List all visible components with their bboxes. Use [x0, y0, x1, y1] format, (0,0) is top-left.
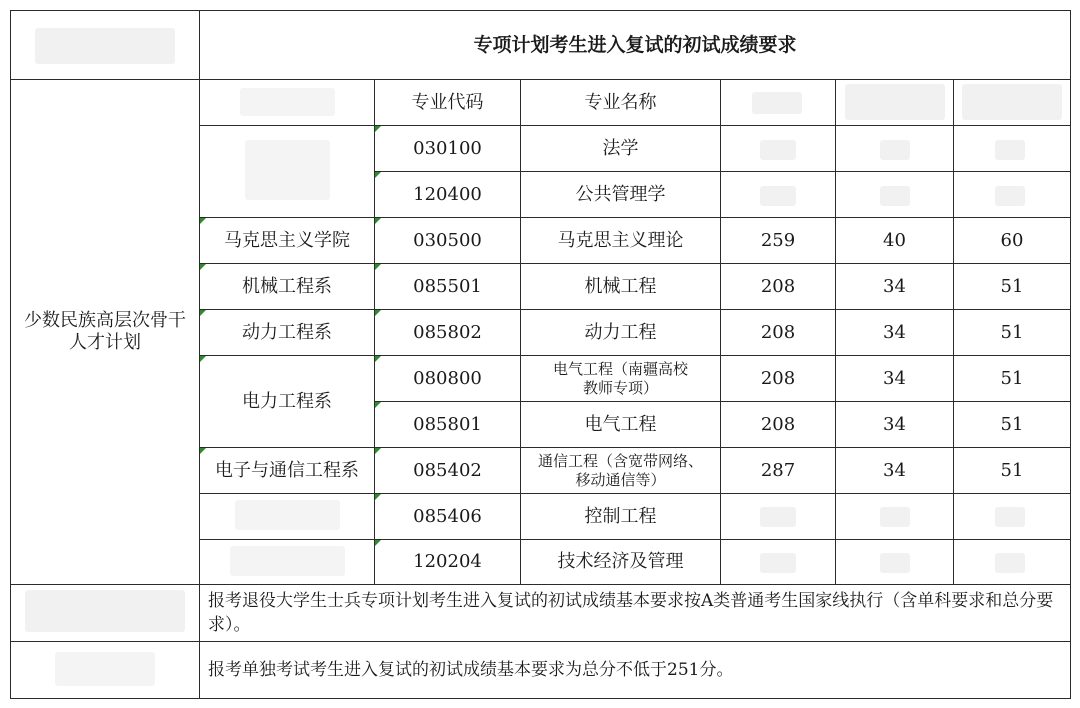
table-border-bottom	[10, 698, 1071, 699]
score-single-b: 51	[1000, 459, 1024, 481]
score-single-a: 34	[883, 459, 906, 481]
score-single-b: 60	[1000, 229, 1024, 251]
redacted-score	[995, 140, 1025, 160]
redacted-dept-cell	[245, 140, 330, 200]
redacted-score	[995, 507, 1025, 527]
table-title: 专项计划考生进入复试的初试成绩要求	[473, 34, 797, 56]
major-name: 电气工程	[584, 413, 657, 435]
score-single-a: 34	[883, 367, 906, 389]
major-name-line1: 电气工程（南疆高校	[552, 359, 688, 378]
major-name: 技术经济及管理	[557, 551, 684, 572]
major-code: 030500	[413, 229, 482, 251]
major-code: 085501	[413, 275, 482, 297]
redacted-score-header	[962, 84, 1062, 120]
major-code: 120400	[413, 183, 482, 205]
score-single-a: 34	[883, 413, 906, 435]
plan-name-text: 少数民族高层次骨干人才计划	[24, 310, 186, 353]
redacted-score	[760, 186, 796, 206]
score-single-a: 34	[883, 321, 906, 343]
redacted-score	[760, 553, 796, 573]
dept-name: 电力工程系	[242, 390, 332, 412]
major-code: 030100	[413, 137, 482, 159]
redacted-score	[760, 140, 796, 160]
major-name-line2: 教师专项）	[582, 378, 658, 397]
major-name: 控制工程	[584, 505, 657, 527]
score-total: 208	[760, 275, 796, 297]
redacted-score	[880, 140, 910, 160]
major-code: 085802	[413, 321, 482, 343]
score-single-b: 51	[1000, 413, 1024, 435]
score-total: 287	[760, 459, 796, 481]
major-name: 马克思主义理论	[557, 229, 684, 251]
score-total: 208	[760, 321, 796, 343]
major-name: 法学	[602, 137, 639, 159]
header-major-code: 专业代码	[411, 91, 484, 113]
dept-name: 机械工程系	[242, 275, 332, 297]
dept-name: 马克思主义学院	[224, 229, 350, 251]
divider	[199, 125, 375, 126]
major-name: 公共管理学	[575, 183, 666, 205]
major-name-line1: 通信工程（含宽带网络、	[537, 451, 703, 470]
major-name	[521, 448, 720, 493]
score-single-a: 34	[883, 275, 906, 297]
major-code: 085402	[413, 459, 482, 481]
note-veterans: 报考退役大学生士兵专项计划考生进入复试的初试成绩基本要求按A类普通考生国家线执行（含单科要求和总分要求）。	[208, 591, 1054, 635]
major-code: 085801	[413, 413, 482, 435]
redacted-score	[880, 507, 910, 527]
score-single-b: 51	[1000, 367, 1024, 389]
score-total: 208	[760, 367, 796, 389]
redacted-score	[760, 507, 796, 527]
redacted-score	[995, 186, 1025, 206]
redacted-note-label	[25, 590, 185, 632]
redacted-score-header	[845, 84, 945, 120]
redacted-dept-cell	[235, 500, 340, 530]
header-major-name: 专业名称	[584, 91, 657, 113]
major-name: 机械工程	[584, 275, 657, 297]
redacted-dept-cell	[230, 546, 345, 576]
redacted-note-label	[55, 652, 155, 686]
redacted-corner-header	[35, 28, 175, 64]
major-name	[521, 356, 720, 401]
plan-name	[11, 80, 199, 584]
redacted-dept-header	[240, 88, 335, 116]
major-code: 085406	[413, 505, 482, 527]
dept-name: 电子与通信工程系	[215, 459, 359, 481]
score-single-a: 40	[883, 229, 906, 251]
redacted-score	[995, 553, 1025, 573]
dept-name: 动力工程系	[242, 321, 332, 343]
major-name: 动力工程	[584, 321, 657, 343]
major-code: 080800	[413, 367, 482, 389]
score-single-b: 51	[1000, 321, 1024, 343]
major-code: 120204	[413, 551, 482, 572]
redacted-score-header	[752, 92, 802, 114]
redacted-score	[880, 186, 910, 206]
score-total: 208	[760, 413, 796, 435]
redacted-score	[880, 553, 910, 573]
note-independent: 报考单独考试考生进入复试的初试成绩基本要求为总分不低于251分。	[208, 660, 734, 680]
major-name-line2: 移动通信等）	[575, 470, 666, 489]
score-total: 259	[760, 229, 796, 251]
score-single-b: 51	[1000, 275, 1024, 297]
